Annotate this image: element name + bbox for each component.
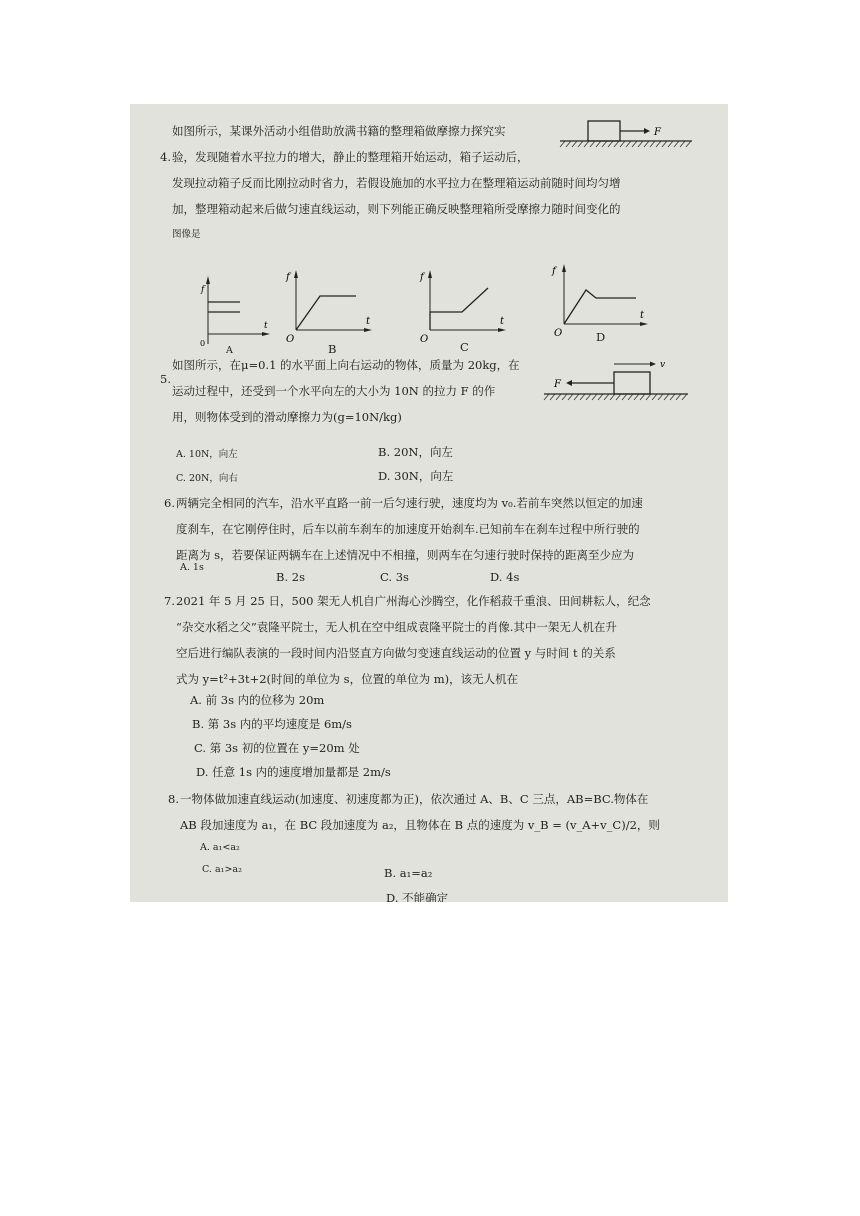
graph-a-label: A <box>226 345 233 356</box>
question-text-line: 如图所示，某课外活动小组借助放满书籍的整理箱做摩擦力探究实 <box>172 124 506 138</box>
q5-block-diagram <box>542 358 692 404</box>
option-a: A. 前 3s 内的位移为 20m <box>190 693 325 707</box>
question-text-line: “杂交水稻之父”袁隆平院士，无人机在空中组成袁隆平院士的肖像.其中一架无人机在升 <box>176 620 617 634</box>
question-text-line: 距离为 s，若要保证两辆车在上述情况中不相撞，则两车在匀速行驶时保持的距离至少应为 <box>176 548 635 562</box>
graph-option-c <box>416 266 508 344</box>
moving-block <box>614 372 650 394</box>
question-number: 7. <box>164 594 175 608</box>
graph-c-label: C <box>460 340 469 354</box>
option-c: C. 第 3s 初的位置在 y=20m 处 <box>194 741 360 755</box>
option-d: D. 4s <box>490 570 520 584</box>
graph-option-a <box>196 272 276 350</box>
graph-y-label: f <box>552 266 556 277</box>
storage-box <box>588 121 620 141</box>
question-text-line: 度刹车，在它刚停住时，后车以前车刹车的加速度开始刹车.已知前车在刹车过程中所行驶的 <box>176 522 640 536</box>
graph-y-label: f <box>286 272 290 283</box>
graph-x-label: t <box>366 316 371 327</box>
graph-x-label: t <box>500 316 505 327</box>
question-text-line: 式为 y=t²+3t+2(时间的单位为 s，位置的单位为 m)，该无人机在 <box>176 672 519 686</box>
velocity-arrowhead <box>650 362 656 367</box>
option-b: B. 第 3s 内的平均速度是 6m/s <box>192 717 352 731</box>
q4-box-diagram <box>558 118 698 152</box>
graph-x-label: t <box>640 310 645 321</box>
velocity-label: v <box>660 360 666 370</box>
option-d: D. 任意 1s 内的速度增加量都是 2m/s <box>196 765 391 779</box>
graph-y-label: f <box>420 272 424 283</box>
graph-d-label: D <box>596 330 606 344</box>
option-b: B. 2s <box>276 570 305 584</box>
force-label: F <box>654 127 661 138</box>
question-text-line: 如图所示，在μ=0.1 的水平面上向右运动的物体，质量为 20kg，在 <box>172 358 520 372</box>
pull-force-arrowhead <box>566 380 572 386</box>
option-a: A. 10N，向左 <box>176 449 238 460</box>
graph-origin: O <box>554 328 563 339</box>
ground-hatch <box>560 141 691 147</box>
question-text-line: 用，则物体受到的滑动摩擦力为(g=10N/kg) <box>172 410 402 424</box>
option-d: D. 不能确定 <box>386 891 449 902</box>
exam-page-photo <box>130 104 728 902</box>
force-arrowhead <box>644 128 650 134</box>
question-text-line: 运动过程中，还受到一个水平向左的大小为 10N 的拉力 F 的作 <box>172 384 496 398</box>
option-b: B. a₁=a₂ <box>384 866 433 880</box>
option-c: C. 20N，向右 <box>176 473 238 484</box>
graph-b-label: B <box>328 342 337 356</box>
question-number: 4. <box>160 150 171 164</box>
question-text-line: 2021 年 5 月 25 日，500 架无人机自广州海心沙腾空，化作稻菽千重浪、田间耕耘人，纪念 <box>176 594 651 608</box>
graph-c-line <box>430 288 488 330</box>
option-c: C. 3s <box>380 570 409 584</box>
graph-option-d <box>550 260 650 340</box>
option-b: B. 20N，向左 <box>378 445 453 459</box>
question-text-line: 加，整理箱动起来后做匀速直线运动，则下列能正确反映整理箱所受摩擦力随时间变化的 <box>172 202 621 216</box>
option-c: C. a₁>a₂ <box>202 864 242 875</box>
question-text-line: 一物体做加速直线运动(加速度、初速度都为正)，依次通过 A、B、C 三点，AB=BC.物体在 <box>180 792 649 806</box>
question-text-line: 空后进行编队表演的一段时间内沿竖直方向做匀变速直线运动的位置 y 与时间 t 的关系 <box>176 646 616 660</box>
graph-origin: O <box>420 334 429 344</box>
option-d: D. 30N，向左 <box>378 469 454 483</box>
question-text-line: 发现拉动箱子反而比刚拉动时省力，若假设施加的水平拉力在整理箱运动前随时间均匀增 <box>172 176 621 190</box>
question-number: 6. <box>164 496 175 510</box>
graph-option-b <box>282 266 374 344</box>
graph-origin: O <box>286 334 295 344</box>
question-number: 5. <box>160 372 171 386</box>
ground-hatch <box>544 394 687 400</box>
graph-y-label: f <box>201 285 205 295</box>
question-number: 8. <box>168 792 179 806</box>
graph-origin: 0 <box>200 339 206 348</box>
question-text-line: AB 段加速度为 a₁，在 BC 段加速度为 a₂，且物体在 B 点的速度为 v_B = (v_A+v_C)/2，则 <box>180 818 660 832</box>
question-text-line: 验，发现随着水平拉力的增大，静止的整理箱开始运动，箱子运动后， <box>172 150 529 164</box>
question-text-line: 两辆完全相同的汽车，沿水平直路一前一后匀速行驶，速度均为 v₀.若前车突然以恒定的加速 <box>176 496 643 510</box>
option-a: A. 1s <box>180 562 204 573</box>
pull-force-label: F <box>554 379 561 390</box>
question-text-line: 图像是 <box>172 229 201 240</box>
graph-b-line <box>296 296 356 330</box>
graph-x-label: t <box>264 321 268 331</box>
graph-d-line <box>564 290 636 324</box>
option-a: A. a₁<a₂ <box>200 842 240 853</box>
